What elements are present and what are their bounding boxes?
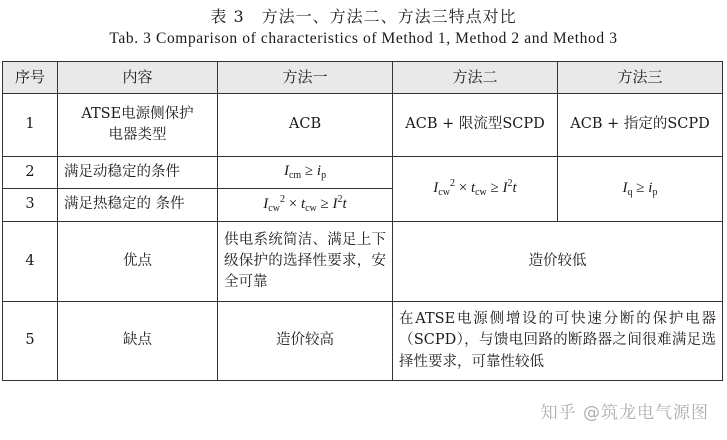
cell-method-2-3-merged: 造价较低 — [393, 222, 723, 302]
cell-method-2-formula-merged — [393, 157, 558, 222]
formula-icm-ip: $I_{cm} \ge i_p$ — [283, 163, 327, 182]
row-number: 2 — [3, 157, 58, 189]
cell-method-3: ACB + 指定的SCPD — [558, 94, 723, 157]
row-content: 满足动稳定的条件 — [58, 157, 218, 189]
cell-method-2: ACB + 限流型SCPD — [393, 94, 558, 157]
header-method-2: 方法二 — [393, 62, 558, 94]
table-caption-cn: 表 3 方法一、方法二、方法三特点对比 — [210, 7, 517, 26]
header-method-1: 方法一 — [218, 62, 393, 94]
formula-iq-ip: $I_q \ge i_p$ — [622, 179, 658, 198]
table-caption-en: Tab. 3 Comparison of characteristics of Method 1, Method 2 and Method 3 — [109, 30, 618, 47]
table-row — [3, 302, 723, 381]
cell-method-1: ACB — [218, 94, 393, 157]
row-number: 3 — [3, 189, 58, 222]
header-method-3: 方法三 — [558, 62, 723, 94]
table-row — [3, 94, 723, 157]
row-number: 1 — [3, 94, 58, 157]
table-row — [3, 157, 723, 189]
cell-method-3-formula-merged — [558, 157, 723, 222]
table-header-row — [3, 62, 723, 94]
row-content: ATSE电源侧保护电器类型 — [58, 94, 218, 157]
row-number: 5 — [3, 302, 58, 381]
cell-method-1: 供电系统简洁、满足上下级保护的选择性要求，安全可靠 — [218, 222, 393, 302]
header-content: 内容 — [58, 62, 218, 94]
header-no: 序号 — [3, 62, 58, 94]
row-content: 优点 — [58, 222, 218, 302]
row-content: 缺点 — [58, 302, 218, 381]
watermark: 知乎 @筑龙电气源图 — [540, 403, 709, 423]
formula-icw-tcw-i2t: $I_{cw}^2 \times t_{cw} \ge I^2t$ — [433, 178, 517, 199]
cell-method-1: 造价较高 — [218, 302, 393, 381]
cell-method-2-3-merged: 在ATSE电源侧增设的可快速分断的保护电器（SCPD），与馈电回路的断路器之间很难满足选择性要求，可靠性较低 — [393, 302, 723, 381]
cell-method-1-formula — [218, 189, 393, 222]
comparison-table — [2, 61, 723, 381]
row-number: 4 — [3, 222, 58, 302]
table-row — [3, 222, 723, 302]
formula-icw-tcw-i2t: $I_{cw}^2 \times t_{cw} \ge I^2t$ — [263, 194, 347, 215]
cell-method-1-formula — [218, 157, 393, 189]
row-content: 满足热稳定的 条件 — [58, 189, 218, 222]
